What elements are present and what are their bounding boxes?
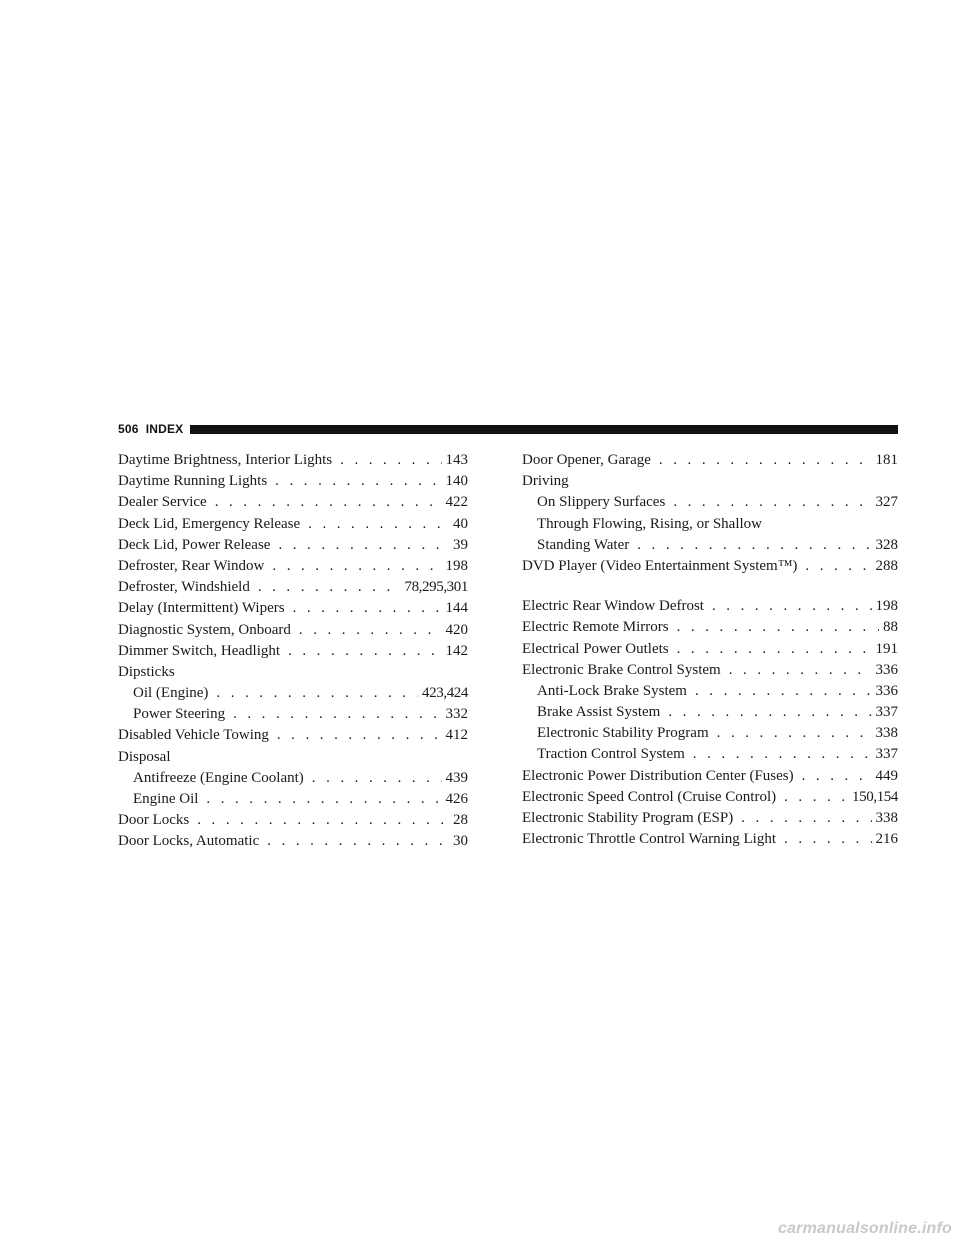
entry-page-number: 288 xyxy=(875,557,898,574)
entry-page-number: 28 xyxy=(453,812,468,829)
entry-page-number: 422 xyxy=(445,494,468,511)
entry-page-number: 327 xyxy=(875,494,898,511)
entry-page-number: 78,295,301 xyxy=(404,579,468,596)
dot-leader xyxy=(673,492,871,513)
entry-page-number: 336 xyxy=(875,661,898,678)
entry-page-number: 40 xyxy=(453,515,468,532)
index-entry xyxy=(118,831,468,852)
index-entry xyxy=(522,787,898,808)
index-entry xyxy=(522,556,898,577)
index-subentry xyxy=(522,514,898,535)
dot-leader xyxy=(312,768,442,789)
dot-leader xyxy=(741,808,871,829)
dot-leader xyxy=(215,492,442,513)
entry-page-number: 181 xyxy=(875,452,898,468)
dot-leader xyxy=(277,725,442,746)
entry-text: Driving xyxy=(522,473,569,490)
entry-page-number: 337 xyxy=(875,746,898,763)
index-entry xyxy=(118,641,468,662)
dot-leader xyxy=(784,829,871,850)
entry-page-number: 30 xyxy=(453,833,468,850)
entry-page-number: 191 xyxy=(875,640,898,657)
entry-page-number: 198 xyxy=(875,598,898,615)
entry-text: Anti-Lock Brake System xyxy=(537,682,687,699)
entry-text: Electric Rear Window Defrost xyxy=(522,598,704,615)
entry-text: Through Flowing, Rising, or Shallow xyxy=(537,515,763,532)
entry-page-number: 412 xyxy=(445,727,468,744)
dot-leader xyxy=(216,683,418,704)
entry-page-number: 140 xyxy=(445,473,468,490)
dot-leader xyxy=(233,704,441,725)
entry-page-number: 439 xyxy=(445,769,468,786)
index-entry xyxy=(118,747,468,768)
entry-text: Deck Lid, Power Release xyxy=(118,536,271,553)
entry-text: Engine Oil xyxy=(133,791,199,807)
entry-text: Electronic Stability Program xyxy=(537,725,709,742)
entry-text: Dealer Service xyxy=(118,494,207,511)
index-entry xyxy=(522,766,898,787)
dot-leader xyxy=(267,831,449,852)
dot-leader xyxy=(272,556,441,577)
entry-text: Oil (Engine) xyxy=(133,685,209,702)
entry-text: Daytime Running Lights xyxy=(118,473,268,490)
dot-leader xyxy=(659,450,872,471)
entry-page-number: 338 xyxy=(875,810,898,826)
dot-leader xyxy=(784,787,848,808)
entry-text: Antifreeze (Engine Coolant) xyxy=(133,769,304,786)
entry-page-number: 336 xyxy=(875,682,898,699)
entry-page-number: 332 xyxy=(445,706,468,723)
index-entry xyxy=(522,639,898,660)
entry-text: Door Locks xyxy=(118,812,190,829)
entry-page-number: 198 xyxy=(445,557,468,574)
entry-text: Disposal xyxy=(118,748,171,765)
dot-leader xyxy=(288,641,441,662)
entry-page-number: 143 xyxy=(445,452,468,468)
index-entry xyxy=(522,450,898,471)
index-entry xyxy=(118,471,468,492)
index-entry xyxy=(118,514,468,535)
entry-page-number: 426 xyxy=(445,791,468,807)
index-subentry xyxy=(522,702,898,723)
page-number: 506 xyxy=(118,422,139,436)
index-entry xyxy=(522,596,898,617)
index-entry xyxy=(118,535,468,556)
index-column-right xyxy=(522,450,898,850)
index-entry xyxy=(118,662,468,683)
dot-leader xyxy=(637,535,871,556)
section-title: INDEX xyxy=(145,422,184,436)
entry-page-number: 150,154 xyxy=(852,788,898,805)
entry-text: Power Steering xyxy=(133,706,226,723)
entry-page-number: 216 xyxy=(875,831,898,848)
entry-page-number: 39 xyxy=(453,536,468,553)
index-entry xyxy=(118,450,468,471)
index-subentry xyxy=(118,683,468,704)
dot-leader xyxy=(729,660,872,681)
entry-text: Door Opener, Garage xyxy=(522,452,651,468)
dot-leader xyxy=(299,620,442,641)
dot-leader xyxy=(712,596,872,617)
entry-text: Electronic Speed Control (Cruise Control) xyxy=(522,788,777,805)
entry-text: Defroster, Windshield xyxy=(118,579,250,596)
dot-leader xyxy=(206,789,441,810)
entry-page-number: 88 xyxy=(883,619,898,636)
entry-page-number: 337 xyxy=(875,704,898,721)
entry-page-number: 420 xyxy=(445,621,468,638)
entry-text: Dimmer Switch, Headlight xyxy=(118,642,281,659)
entry-text: Deck Lid, Emergency Release xyxy=(118,515,301,532)
dot-leader xyxy=(278,535,449,556)
entry-text: Electric Remote Mirrors xyxy=(522,619,669,636)
index-entry xyxy=(522,471,898,492)
index-entry xyxy=(522,617,898,638)
entry-page-number: 338 xyxy=(875,725,898,742)
entry-text: Delay (Intermittent) Wipers xyxy=(118,600,285,617)
index-subentry xyxy=(522,723,898,744)
entry-page-number: 142 xyxy=(445,642,468,659)
entry-text: Disabled Vehicle Towing xyxy=(118,727,269,744)
index-entry xyxy=(118,492,468,513)
dot-leader xyxy=(802,766,872,787)
dot-leader xyxy=(693,744,872,765)
index-entry xyxy=(118,620,468,641)
entry-page-number: 449 xyxy=(875,767,898,784)
entry-text: On Slippery Surfaces xyxy=(537,494,666,511)
entry-text: Electronic Power Distribution Center (Fuses) xyxy=(522,767,794,784)
entry-page-number: 144 xyxy=(445,600,468,617)
page-header xyxy=(118,421,898,437)
dot-leader xyxy=(805,556,871,577)
dot-leader xyxy=(677,617,879,638)
entry-page-number: 328 xyxy=(875,536,898,553)
index-entry xyxy=(118,598,468,619)
dot-leader xyxy=(668,702,871,723)
index-subentry xyxy=(522,681,898,702)
index-subentry xyxy=(522,744,898,765)
index-subentry xyxy=(118,789,468,810)
entry-text: Electronic Brake Control System xyxy=(522,661,721,678)
index-subentry xyxy=(522,492,898,513)
entry-text: DVD Player (Video Entertainment System™) xyxy=(522,557,798,574)
index-entry xyxy=(522,829,898,850)
entry-text: Electrical Power Outlets xyxy=(522,640,669,657)
header-rule xyxy=(190,425,898,434)
entry-text: Traction Control System xyxy=(537,746,685,763)
entry-page-number: 423,424 xyxy=(422,685,468,702)
entry-text: Defroster, Rear Window xyxy=(118,557,265,574)
entry-text: Electronic Stability Program (ESP) xyxy=(522,810,734,826)
index-subentry xyxy=(118,768,468,789)
entry-text: Brake Assist System xyxy=(537,704,661,721)
entry-text: Diagnostic System, Onboard xyxy=(118,621,291,638)
dot-leader xyxy=(293,598,442,619)
dot-leader xyxy=(197,810,449,831)
index-subentry xyxy=(522,535,898,556)
dot-leader xyxy=(340,450,441,471)
dot-leader xyxy=(695,681,872,702)
dot-leader xyxy=(275,471,441,492)
entry-text: Standing Water xyxy=(537,536,630,553)
index-entry xyxy=(118,725,468,746)
index-entry xyxy=(118,810,468,831)
index-entry xyxy=(118,577,468,598)
index-entry xyxy=(522,808,898,829)
entry-text: Daytime Brightness, Interior Lights xyxy=(118,452,333,468)
entry-text: Electronic Throttle Control Warning Light xyxy=(522,831,777,848)
index-subentry xyxy=(118,704,468,725)
dot-leader xyxy=(258,577,401,598)
dot-leader xyxy=(308,514,449,535)
index-entry xyxy=(118,556,468,577)
entry-text: Door Locks, Automatic xyxy=(118,833,260,850)
dot-leader xyxy=(717,723,872,744)
index-column-left xyxy=(118,450,468,853)
dot-leader xyxy=(677,639,872,660)
entry-text: Dipsticks xyxy=(118,663,175,680)
index-entry xyxy=(522,660,898,681)
watermark-logo: carmanualsonline.info xyxy=(777,1220,952,1237)
